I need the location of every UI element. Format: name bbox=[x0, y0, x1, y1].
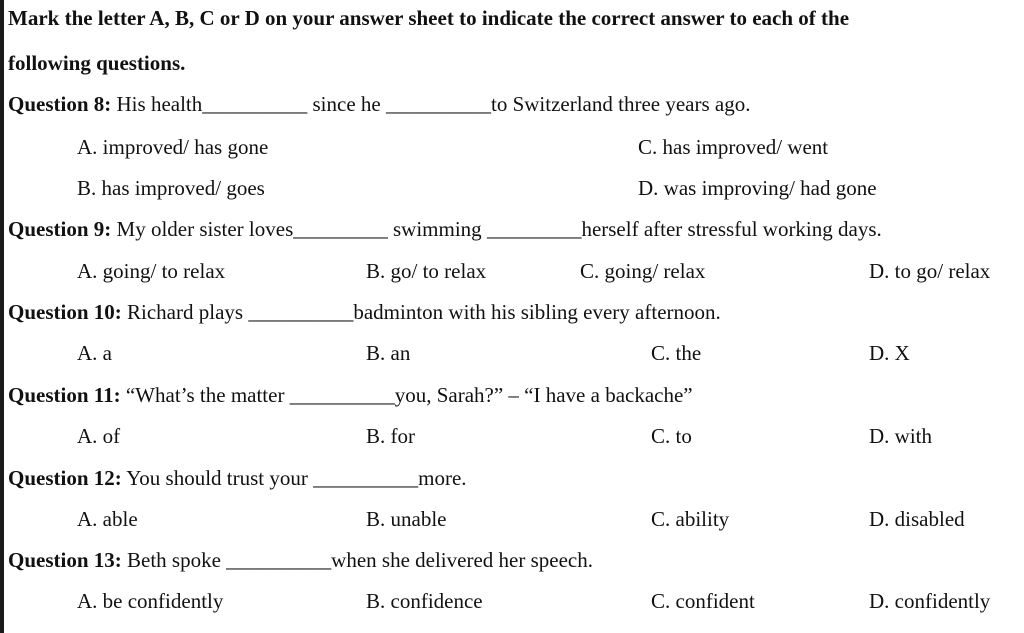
question-8-option-a[interactable]: A. improved/ has gone bbox=[77, 135, 269, 159]
answer-blank[interactable]: __________ bbox=[226, 548, 332, 572]
question-11-stem bbox=[8, 383, 693, 408]
instructions-line-2: following questions. bbox=[8, 51, 186, 75]
question-13-option-b[interactable]: B. confidence bbox=[366, 589, 483, 613]
question-13-option-a[interactable]: A. be confidently bbox=[77, 589, 224, 613]
answer-blank[interactable]: _________ bbox=[293, 217, 388, 241]
question-10-option-a[interactable]: A. a bbox=[77, 341, 112, 365]
question-9-option-c[interactable]: C. going/ relax bbox=[580, 259, 706, 283]
question-11-option-d[interactable]: D. with bbox=[869, 424, 932, 448]
stem-text: swimming bbox=[387, 217, 487, 241]
answer-blank[interactable]: __________ bbox=[289, 383, 395, 407]
stem-text: Beth spoke bbox=[121, 548, 227, 572]
stem-text: to Switzerland three years ago. bbox=[490, 92, 751, 116]
stem-text: herself after stressful working days. bbox=[581, 217, 882, 241]
question-11-option-a[interactable]: A. of bbox=[77, 424, 121, 448]
question-9-option-b[interactable]: B. go/ to relax bbox=[366, 259, 487, 283]
question-label: Question 9: bbox=[8, 217, 112, 241]
question-8-option-b[interactable]: B. has improved/ goes bbox=[77, 176, 265, 200]
question-11-option-b[interactable]: B. for bbox=[366, 424, 415, 448]
instructions-line-1: Mark the letter A, B, C or D on your answer sheet to indicate the correct answer to each of the bbox=[8, 6, 850, 30]
question-12-option-d[interactable]: D. disabled bbox=[869, 507, 965, 531]
question-13-stem bbox=[8, 548, 593, 573]
stem-text: you, Sarah?” – “I have a backache” bbox=[394, 383, 693, 407]
answer-blank[interactable]: __________ bbox=[313, 466, 419, 490]
question-11-option-c[interactable]: C. to bbox=[651, 424, 692, 448]
stem-text: since he bbox=[307, 92, 386, 116]
answer-blank[interactable]: __________ bbox=[385, 92, 491, 116]
question-13-option-d[interactable]: D. confidently bbox=[869, 589, 991, 613]
question-8-option-c[interactable]: C. has improved/ went bbox=[638, 135, 829, 159]
answer-blank[interactable]: __________ bbox=[202, 92, 308, 116]
stem-text: You should trust your bbox=[121, 466, 314, 490]
question-10-option-b[interactable]: B. an bbox=[366, 341, 411, 365]
question-12-stem bbox=[8, 466, 467, 491]
question-12-option-b[interactable]: B. unable bbox=[366, 507, 447, 531]
question-9-option-a[interactable]: A. going/ to relax bbox=[77, 259, 226, 283]
stem-text: My older sister loves bbox=[111, 217, 294, 241]
question-9-stem bbox=[8, 217, 882, 242]
question-label: Question 13: bbox=[8, 548, 122, 572]
stem-text: when she delivered her speech. bbox=[331, 548, 593, 572]
stem-text: Richard plays bbox=[121, 300, 249, 324]
stem-text: His health bbox=[111, 92, 203, 116]
question-8-option-d[interactable]: D. was improving/ had gone bbox=[638, 176, 877, 200]
answer-blank[interactable]: __________ bbox=[248, 300, 354, 324]
stem-text: badminton with his sibling every afternoon. bbox=[353, 300, 721, 324]
question-8-stem bbox=[8, 92, 750, 117]
question-12-option-c[interactable]: C. ability bbox=[651, 507, 730, 531]
question-10-option-c[interactable]: C. the bbox=[651, 341, 702, 365]
stem-text: more. bbox=[418, 466, 467, 490]
question-10-option-d[interactable]: D. X bbox=[869, 341, 910, 365]
question-label: Question 8: bbox=[8, 92, 112, 116]
question-9-option-d[interactable]: D. to go/ relax bbox=[869, 259, 991, 283]
answer-blank[interactable]: _________ bbox=[486, 217, 582, 241]
question-label: Question 10: bbox=[8, 300, 122, 324]
question-10-stem bbox=[8, 300, 721, 325]
question-label: Question 11: bbox=[8, 383, 121, 407]
question-label: Question 12: bbox=[8, 466, 122, 490]
question-13-option-c[interactable]: C. confident bbox=[651, 589, 755, 613]
left-border bbox=[0, 0, 4, 633]
stem-text: “What’s the matter bbox=[120, 383, 290, 407]
question-12-option-a[interactable]: A. able bbox=[77, 507, 138, 531]
